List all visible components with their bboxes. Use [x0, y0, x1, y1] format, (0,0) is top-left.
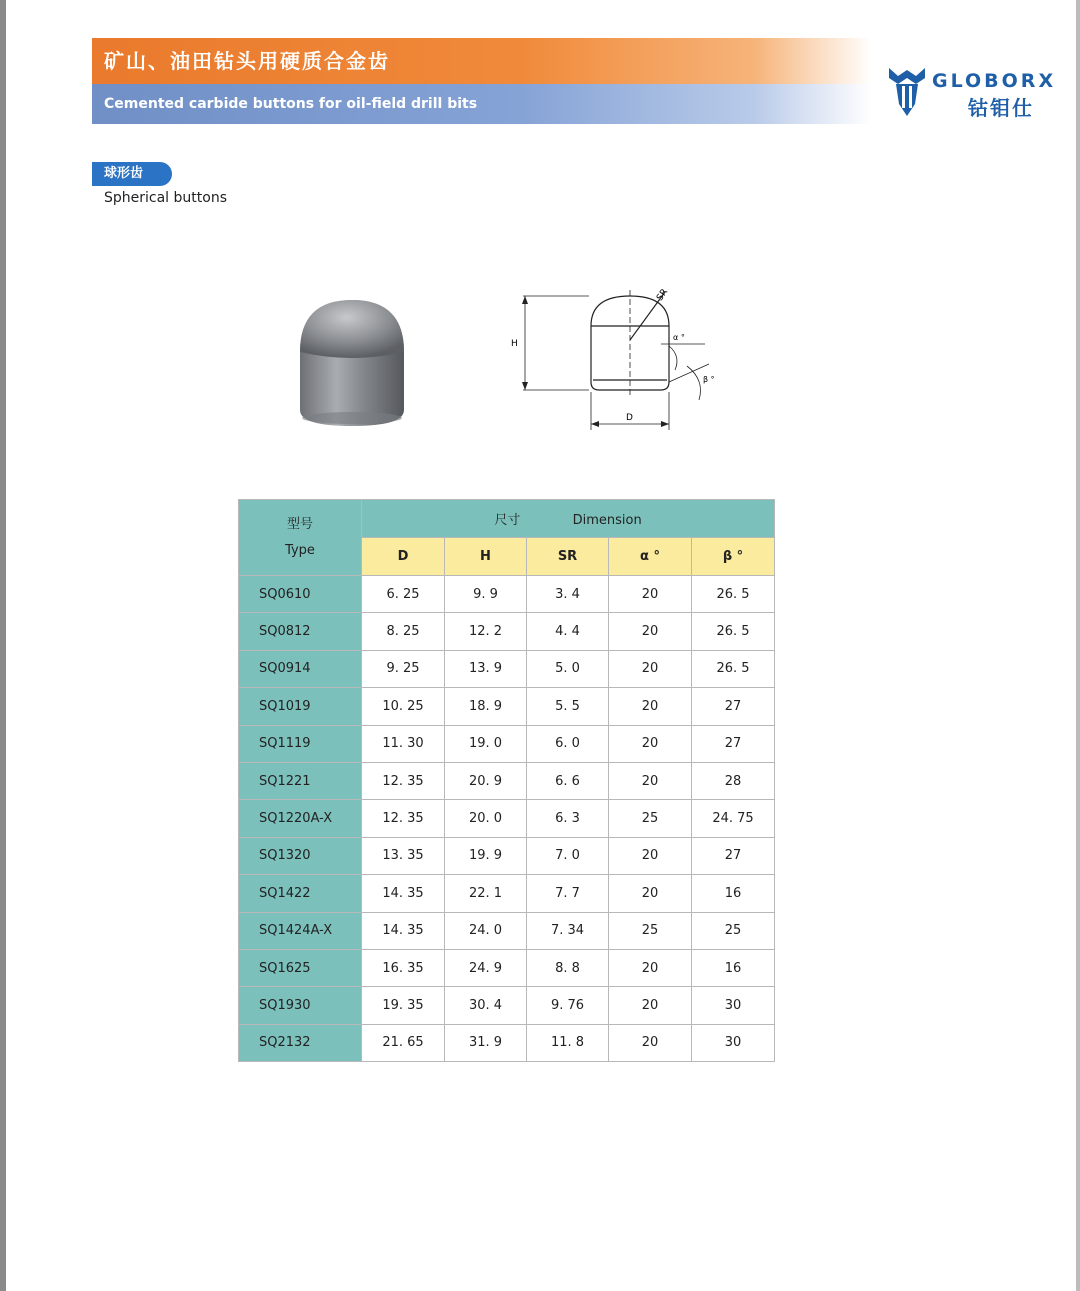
dimension-header-cn: 尺寸 [494, 513, 521, 528]
cell-type: SQ1220A-X [239, 800, 362, 837]
cell-alpha: 20 [609, 576, 692, 613]
cell-h: 13. 9 [445, 650, 527, 687]
cell-beta: 27 [692, 688, 775, 725]
header-title-cn: 矿山、油田钻头用硬质合金齿 [92, 38, 872, 84]
header-banner [92, 38, 872, 124]
table-row [239, 1024, 775, 1061]
cell-h: 19. 0 [445, 725, 527, 762]
cell-type: SQ0914 [239, 650, 362, 687]
cell-beta: 24. 75 [692, 800, 775, 837]
cell-h: 19. 9 [445, 837, 527, 874]
cell-d: 9. 25 [362, 650, 445, 687]
cell-sr: 7. 34 [527, 912, 609, 949]
cell-sr: 7. 0 [527, 837, 609, 874]
table-row [239, 613, 775, 650]
cell-type: SQ0812 [239, 613, 362, 650]
cell-alpha: 20 [609, 837, 692, 874]
table-row [239, 837, 775, 874]
page-left-edge [0, 0, 6, 1291]
spec-table [238, 499, 775, 1062]
cell-alpha: 20 [609, 987, 692, 1024]
cell-alpha: 20 [609, 949, 692, 986]
cell-h: 24. 0 [445, 912, 527, 949]
cell-h: 24. 9 [445, 949, 527, 986]
cell-beta: 27 [692, 725, 775, 762]
diagram-label-h: H [511, 339, 518, 349]
cell-alpha: 25 [609, 912, 692, 949]
cell-h: 20. 9 [445, 762, 527, 799]
cell-alpha: 20 [609, 725, 692, 762]
page-right-edge [1076, 0, 1080, 1291]
cell-sr: 3. 4 [527, 576, 609, 613]
cell-d: 10. 25 [362, 688, 445, 725]
column-header-h: H [445, 538, 527, 576]
cell-sr: 6. 6 [527, 762, 609, 799]
cell-sr: 5. 0 [527, 650, 609, 687]
type-header-cn: 型号 [286, 516, 313, 532]
dimension-header [362, 500, 775, 538]
cell-type: SQ1119 [239, 725, 362, 762]
brand-name-cn: 钴钼仕 [968, 96, 1034, 120]
cell-h: 12. 2 [445, 613, 527, 650]
cell-sr: 8. 8 [527, 949, 609, 986]
cell-beta: 26. 5 [692, 650, 775, 687]
cell-beta: 16 [692, 949, 775, 986]
column-header-sr: SR [527, 538, 609, 576]
cell-beta: 30 [692, 987, 775, 1024]
cell-sr: 6. 3 [527, 800, 609, 837]
cell-h: 22. 1 [445, 875, 527, 912]
cell-alpha: 20 [609, 762, 692, 799]
cell-d: 11. 30 [362, 725, 445, 762]
cell-beta: 25 [692, 912, 775, 949]
cell-type: SQ1320 [239, 837, 362, 874]
cell-d: 14. 35 [362, 912, 445, 949]
cell-type: SQ1019 [239, 688, 362, 725]
cell-d: 21. 65 [362, 1024, 445, 1061]
diagram-label-alpha: α ° [673, 333, 685, 342]
cell-beta: 28 [692, 762, 775, 799]
cell-alpha: 20 [609, 688, 692, 725]
cell-type: SQ1930 [239, 987, 362, 1024]
brand-logo [888, 66, 1074, 122]
cell-h: 30. 4 [445, 987, 527, 1024]
cell-alpha: 20 [609, 650, 692, 687]
table-row [239, 987, 775, 1024]
table-row [239, 912, 775, 949]
table-row [239, 762, 775, 799]
section-label-cn: 球形齿 [92, 162, 172, 186]
cell-sr: 6. 0 [527, 725, 609, 762]
dimension-header-en: Dimension [572, 513, 642, 528]
diagram-label-sr: SR [655, 287, 671, 303]
cell-d: 12. 35 [362, 800, 445, 837]
diagram-label-d: D [626, 413, 633, 423]
cell-beta: 26. 5 [692, 576, 775, 613]
header-title-en: Cemented carbide buttons for oil-field drill bits [92, 84, 872, 124]
cell-alpha: 20 [609, 875, 692, 912]
column-header-beta: β ° [692, 538, 775, 576]
table-row [239, 949, 775, 986]
diagram-label-beta: β ° [703, 375, 715, 384]
cell-alpha: 20 [609, 613, 692, 650]
column-header-alpha: α ° [609, 538, 692, 576]
cell-alpha: 20 [609, 1024, 692, 1061]
section-label-en: Spherical buttons [104, 190, 227, 206]
type-header-en: Type [285, 542, 315, 558]
spec-table-body [239, 576, 775, 1062]
cell-sr: 7. 7 [527, 875, 609, 912]
cell-type: SQ0610 [239, 576, 362, 613]
cell-type: SQ1625 [239, 949, 362, 986]
cell-h: 31. 9 [445, 1024, 527, 1061]
cell-d: 16. 35 [362, 949, 445, 986]
cell-h: 9. 9 [445, 576, 527, 613]
dimension-drawing [505, 284, 735, 434]
cell-beta: 16 [692, 875, 775, 912]
cell-type: SQ2132 [239, 1024, 362, 1061]
table-row [239, 650, 775, 687]
cell-d: 19. 35 [362, 987, 445, 1024]
cell-d: 6. 25 [362, 576, 445, 613]
cell-beta: 30 [692, 1024, 775, 1061]
cell-d: 8. 25 [362, 613, 445, 650]
column-header-d: D [362, 538, 445, 576]
table-row [239, 576, 775, 613]
type-header [239, 500, 362, 576]
cell-sr: 4. 4 [527, 613, 609, 650]
table-row [239, 800, 775, 837]
cell-sr: 11. 8 [527, 1024, 609, 1061]
cell-type: SQ1422 [239, 875, 362, 912]
cell-type: SQ1424A-X [239, 912, 362, 949]
cell-beta: 26. 5 [692, 613, 775, 650]
cell-d: 14. 35 [362, 875, 445, 912]
cell-d: 12. 35 [362, 762, 445, 799]
cell-sr: 9. 76 [527, 987, 609, 1024]
cell-h: 20. 0 [445, 800, 527, 837]
cell-h: 18. 9 [445, 688, 527, 725]
cell-alpha: 25 [609, 800, 692, 837]
cell-type: SQ1221 [239, 762, 362, 799]
cell-d: 13. 35 [362, 837, 445, 874]
shield-trident-icon [888, 66, 926, 118]
brand-name-en: GLOBORX [932, 70, 1057, 92]
cell-sr: 5. 5 [527, 688, 609, 725]
table-row [239, 875, 775, 912]
spherical-button-photo [290, 292, 414, 434]
cell-beta: 27 [692, 837, 775, 874]
table-row [239, 688, 775, 725]
table-row [239, 725, 775, 762]
